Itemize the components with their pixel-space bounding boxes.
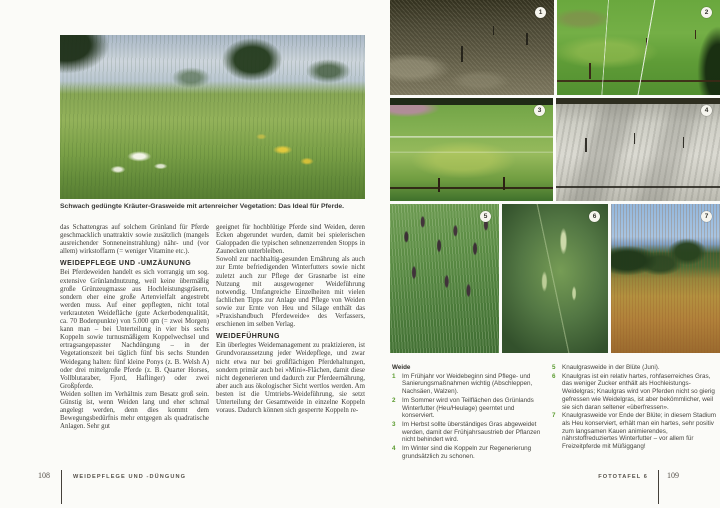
caption-item [392, 373, 544, 396]
caption-text: Im Sommer wird von Teilflächen des Grünlands Winterfutter (Heu/Heulage) geerntet und konserviert. [402, 396, 534, 420]
body-paragraph: Sowohl zur nachhaltig-gesunden Ernährung als auch zur Ernte befriedigenden Winterfutters sowie nicht zuletzt auch zur Pflege der Grasnarbe ist eine Nutzung mit ausgewogener Weideführung notwendig. Umfangreiche Einzelheiten mit vielen fachlichen Tipps zur Anlage und Pflege von Weiden sowie zur Ernte von Heu und Silage enthält das »Praxishandbuch Pferdeweide« des Verfassers, erschienen im selben Verlag. [216, 256, 365, 329]
photo-caption: Schwach gedüngte Kräuter-Grasweide mit artenreicher Vegetation: Das Ideal für Pferde. [60, 203, 345, 210]
caption-text: Im Winter sind die Koppeln zur Regenerierung grundsätzlich zu schonen. [402, 445, 532, 460]
section-footer-label: FOTOTAFEL 6 [598, 474, 648, 480]
body-paragraph: Weiden sollten im Verhältnis zum Besatz groß sein. Günstig ist, wenn Weiden lang und eher schmal angelegt werden, denn dies kommt dem Bewegungsbedürfnis mehr entgegen als quadratische Anlagen. Sehr gut [60, 390, 209, 431]
photo-number-badge: 1 [535, 7, 546, 18]
photo-number-badge: 3 [534, 105, 545, 116]
body-paragraph: Ein überlegtes Weidemanagement zu praktizieren, ist Grundvoraussetzung jeder Weidepflege, und zwar nicht etwa nur bei großflächigen Pferdehaltungen, sondern primär auch bei »Mini«-Flächen, damit diese nicht degenerieren und dadurch zur Pferdeernährung, aber auch aus ökologischer Sicht wertlos werden. Am besten ist die Umtriebs-Weideführung, sie setzt Unterteilung der Gesamtweide in einzelne Koppeln voraus. Dadurch können sich gesperrte Koppeln re- [216, 342, 365, 415]
section-heading: WEIDEFÜHRUNG [216, 333, 280, 341]
section-heading: WEIDEPFLEGE UND -UMZÄUNUNG [60, 260, 192, 268]
caption-number: 6 [552, 372, 556, 380]
caption-text: Knaulgrasweide vor Ende der Blüte; in diesem Stadium als Heu konserviert, erhält man ein hartes, sehr positiv zum langsamen Kauen animierendes, nährstoffreduziertes Winterfutter – vor allem für Freizeitpferde mit Müßiggang! [562, 412, 717, 451]
photo-summer-paddock [557, 0, 720, 95]
photo-number-badge: 4 [701, 105, 712, 116]
footer-divider [61, 470, 62, 504]
caption-item [552, 364, 718, 372]
caption-number: 2 [392, 396, 396, 404]
caption-list-left [392, 364, 544, 461]
photo-spring-pasture-care [390, 0, 554, 95]
caption-item [392, 421, 544, 444]
photo-number-badge: 6 [589, 211, 600, 222]
caption-number: 7 [552, 412, 556, 420]
caption-item [392, 397, 544, 420]
body-paragraph: geeignet für hochblütige Pferde sind Weiden, deren Ecken abgerundet wurden, damit bei spielerischen Galoppaden die typischen sehnenzerrenden Stopps in Zaunecken unterbleiben. [216, 224, 365, 256]
body-paragraph: das Schattengras auf solchem Grünland für Pferde geschmacklich unattraktiv sowie zusätzlich (mangels ausreichender Sonneneinstrahlung) nähr- und (vor allem) wirkstoffarm (= weniger Vitamine etc.). [60, 224, 209, 256]
text-column-left [60, 224, 209, 431]
chapter-footer-label: WEIDEPFLEGE UND -DÜNGUNG [73, 474, 187, 480]
footer-divider [658, 470, 659, 504]
meadow-photo [60, 35, 365, 199]
caption-number: 4 [392, 445, 396, 453]
photo-cocksfoot-hay-field [611, 204, 720, 353]
caption-text: Im Frühjahr vor Weidebeginn sind Pflege- und Sanierungsmaßnahmen wichtig (Abschleppen, Nachsäen, Walzen). [402, 372, 533, 396]
caption-number: 3 [392, 420, 396, 428]
caption-number: 5 [552, 364, 556, 371]
caption-item [552, 412, 718, 451]
photo-winter-paddock [556, 98, 720, 201]
caption-list-right [552, 364, 718, 452]
caption-text: Knaulgrasweide in der Blüte (Juni). [562, 364, 660, 371]
photo-cocksfoot-closeup [502, 204, 608, 353]
body-paragraph: Bei Pferdeweiden handelt es sich vorrangig um sog. extensive Grünlandnutzung, weil keine übermäßig große Grünzeugmasse aus Hochleistungsgräsern, sondern eher eine große Artenvielfalt angestrebt werden muss. Auf einer gepflegten, nicht total verkrauteten Weidefläche (gute Ackerbodenqualität, ca. 70 Bodenpunkte) von 5.000 qm (= zwei Morgen) kann man – bei Unterteilung in vier bis sechs Koppeln sowie turnusmäßigem Koppelwechsel und ertragsangepasster Nachdüngung – in der Vegetationszeit bei täglich fünf bis sechs Stunden Weidegang halten: fünf kleine Ponys (z. B. Welsh A) oder drei mittelgroße Pferde (z. B. Quarter Horses, Vollblutaraber, Fjord, Haflinger) oder zwei Großpferde. [60, 269, 209, 390]
text-column-right [216, 224, 365, 415]
caption-item [392, 445, 544, 460]
photo-number-badge: 5 [480, 211, 491, 222]
caption-number: 1 [392, 372, 396, 380]
caption-text: Im Herbst sollte überständiges Gras abgeweidet werden, damit der Frühjahrsaustrieb der Pflanzen nicht behindert wird. [402, 420, 541, 444]
page-number-left: 108 [38, 471, 50, 480]
photo-number-badge: 7 [701, 211, 712, 222]
page-number-right: 109 [667, 471, 679, 480]
caption-item [552, 373, 718, 412]
caption-text: Knaulgras ist ein relativ hartes, rohfaserreiches Gras, das weniger Zucker enthält als Hochleistungs-Weidelgras; Knaulgras wird von Pferden nicht so gierig gefressen wie Weidelgras, ist aber bekömmlicher, weil sie sich daran seltener «überfressen». [562, 372, 715, 411]
caption-list-heading: Weide [392, 364, 411, 371]
photo-cocksfoot-meadow [390, 204, 499, 353]
photo-number-badge: 2 [701, 7, 712, 18]
photo-autumn-pasture [390, 98, 553, 201]
